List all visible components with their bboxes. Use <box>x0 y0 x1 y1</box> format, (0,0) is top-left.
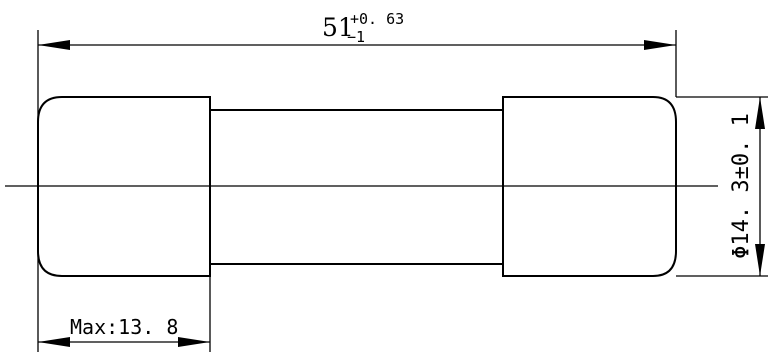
overall-length-dimension <box>38 10 676 50</box>
diameter-label: Φ14. 3±0. 1 <box>729 113 754 259</box>
cap-length-arrow-left <box>38 337 70 347</box>
overall-length-arrow-left <box>38 40 70 50</box>
cap-length-dimension <box>38 315 210 347</box>
diameter-arrow-bottom <box>755 244 765 276</box>
overall-length-lower-tolerance: −1 <box>347 28 366 46</box>
diameter-dimension <box>729 97 765 276</box>
cap-length-label: Max:13. 8 <box>70 315 179 339</box>
overall-length-upper-tolerance: +0. 63 <box>350 10 405 28</box>
diameter-arrow-top <box>755 97 765 129</box>
cap-length-arrow-right <box>178 337 210 347</box>
overall-length-arrow-right <box>644 40 676 50</box>
overall-length-nominal: 51 <box>322 13 354 42</box>
